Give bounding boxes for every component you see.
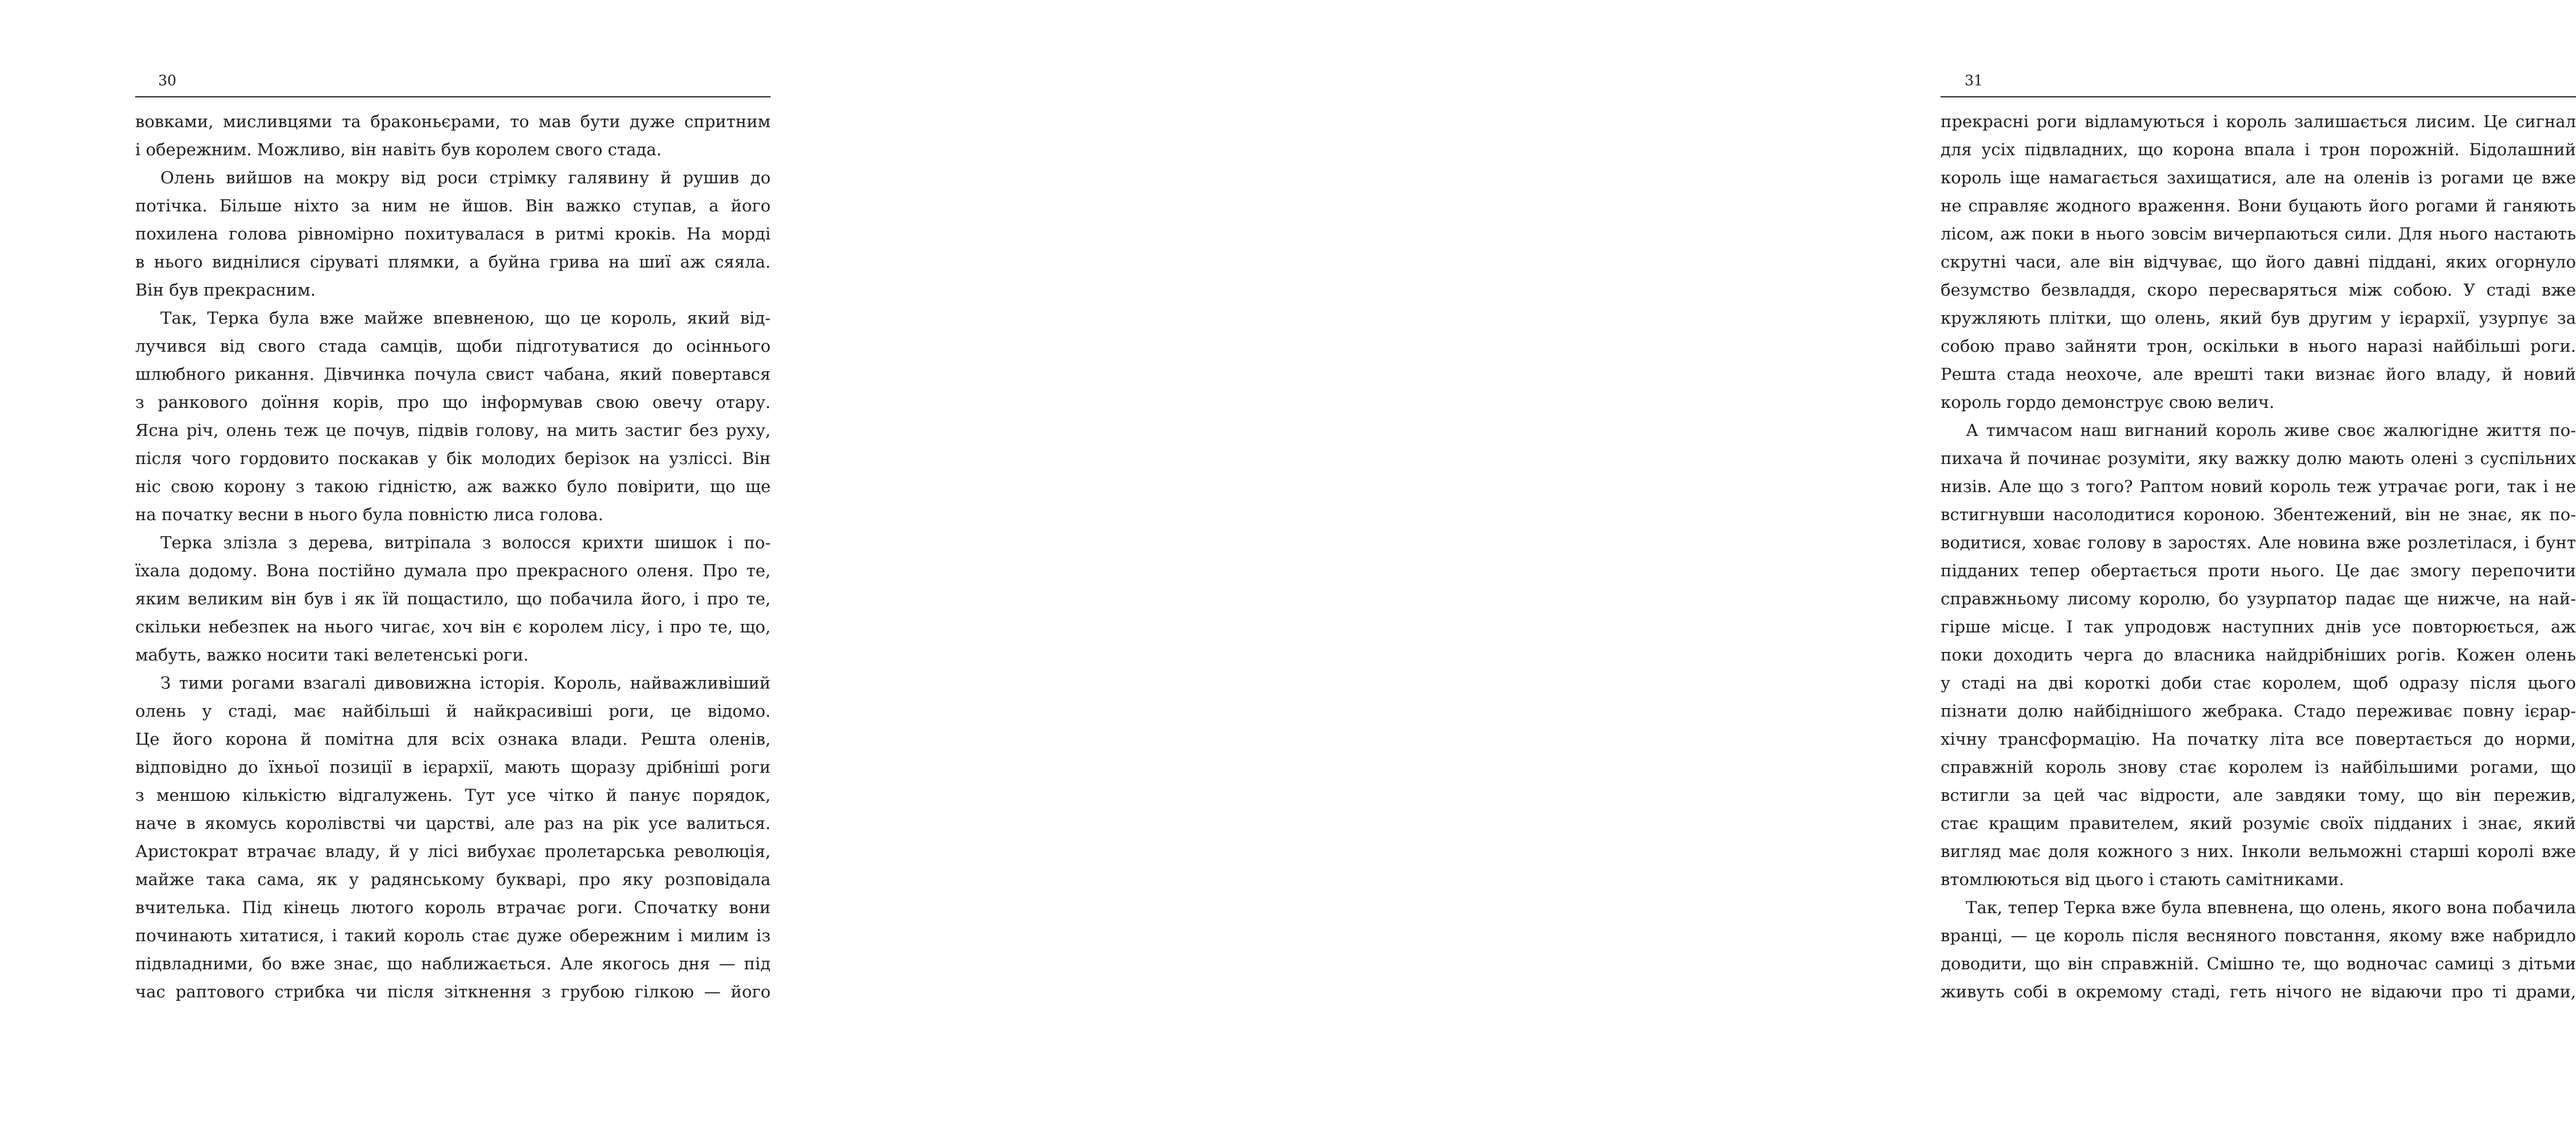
text-line: лісом, аж поки в нього зовсім вичерпаються сили. Для нього настають [1941,224,2576,243]
text-line: олень у стаді, має найбільші й найкрасивіші роги, це відомо. [135,701,771,721]
text-line: пихача й починає розуміти, яку важку долю мають олені з суспільних [1941,449,2576,468]
page-number: 31 [1965,72,1983,89]
text-line: гірше місце. І так упродовж наступних днів усе повторюється, аж [1941,617,2576,636]
text-line: шлюбного рикання. Дівчинка почула свист чабана, який повертався [135,364,771,384]
text-line: Олень вийшов на мокру від роси стрімку галявину й рушив до [160,168,771,187]
text-line: Так, тепер Терка вже була впевнена, що олень, якого вона побачила [1966,898,2576,917]
text-line: король гордо демонструє свою велич. [1941,392,2275,412]
text-line: відповідно до їхньої позиції в ієрархії, мають щоразу дрібніші роги [135,757,771,777]
text-line: живуть собі в окремому стаді, геть нічого не відаючи про ті драми, [1941,982,2576,1001]
text-line: З тими рогами взагалі дивовижна історія. Король, найважливіший [160,673,771,693]
text-line: з меншою кількістю відгалужень. Тут усе чітко й панує порядок, [135,785,771,805]
text-line: Аристократ втрачає владу, й у лісі вибухає пролетарська революція, [135,842,771,861]
text-line: з ранкового доїння корів, про що інформував свою овечу отару. [135,392,771,412]
text-line: втомлюються від цього і стають самітниками. [1941,870,2345,889]
text-line: справжній король знову стає королем із найбільшими рогами, що [1941,757,2576,777]
text-line: похилена голова рівномірно похитувалася в ритмі кроків. На морді [135,224,771,243]
header-rule [1941,96,2576,97]
text-line: стає кращим правителем, який розуміє своїх підданих і знає, який [1941,813,2576,833]
body-text [135,108,771,1006]
text-line: Решта стада неохоче, але врешті таки визнає його владу, й новий [1941,364,2576,384]
text-line: водитися, ховає голову в заростях. Але новина вже розлетілася, і бунт [1941,533,2576,552]
text-line: у стаді на дві короткі доби стає королем, щоб одразу після цього [1941,673,2576,693]
text-line: їхала додому. Вона постійно думала про прекрасного оленя. Про те, [135,561,771,580]
text-line: справжньому лисому королю, бо узурпатор падає ще нижче, на най- [1941,589,2576,608]
text-line: для усіх підвладних, що корона впала і трон порожній. Бідолашний [1941,140,2576,159]
text-line: після чого гордовито поскакав у бік молодих берізок на узліссі. Він [135,449,771,468]
text-line: і обережним. Можливо, він навіть був королем свого стада. [135,140,662,159]
text-line: на початку весни в нього була повністю лиса голова. [135,505,603,524]
text-line: поки доходить черга до власника найдрібніших рогів. Кожен олень [1941,645,2576,665]
text-line: король іще намагається захищатися, але на оленів із рогами це вже [1941,168,2576,187]
text-line: в нього виднілися сіруваті плямки, а буйна грива на шиї аж сяяла. [135,252,771,272]
page-number: 30 [158,72,176,89]
text-line: лучився від свого стада самців, щоби підготуватися до осіннього [135,336,771,356]
text-line: Терка злізла з дерева, витріпала з волосся крихти шишок і по- [160,533,771,552]
text-line: наче в якомусь королівстві чи царстві, але раз на рік усе валиться. [135,813,771,833]
text-line: вигляд має доля кожного з них. Інколи вельможні старші королі вже [1941,842,2576,861]
right-page [902,0,2576,1128]
text-line: не справляє жодного враження. Вони буцають його рогами й ганяють [1941,196,2576,215]
text-line: вчителька. Під кінець лютого король втрачає роги. Спочатку вони [135,898,771,917]
header-rule [135,96,771,97]
text-line: хічну трансформацію. На початку літа все повертається до норми, [1941,729,2576,749]
text-line: кружляють плітки, що олень, який був другим у ієрархії, узурпує за [1941,308,2576,328]
text-line: час раптового стрибка чи після зіткнення з грубою гілкою — його [135,982,771,1001]
text-line: вранці, — це король після весняного повстання, якому вже набридло [1941,926,2576,945]
text-line: низів. Але що з того? Раптом новий король теж утрачає роги, так і не [1941,477,2576,496]
text-line: Він був прекрасним. [135,280,316,300]
text-line: потічка. Більше ніхто за ним не йшов. Він важко ступав, а його [135,196,771,215]
text-line: починають хитатися, і такий король стає дуже обережним і милим із [135,926,771,945]
text-line: Ясна річ, олень теж це почув, підвів голову, на мить застиг без руху, [135,420,771,440]
text-line: доводити, що він справжній. Смішно те, що водночас самиці з дітьми [1941,954,2576,973]
text-line: скрутні часи, але він відчуває, що його давні піддані, яких огорнуло [1941,252,2576,272]
text-line: безумство безвладдя, скоро пересваряться між собою. У стаді вже [1941,280,2576,300]
text-line: майже така сама, як у радянському букварі, про яку розповідала [135,870,771,889]
text-line: встигнувши насолодитися короною. Збентежений, він не знає, як по- [1941,505,2576,524]
text-line: собою право зайняти трон, оскільки в нього наразі найбільші роги. [1941,336,2576,356]
text-line: підданих тепер обертається проти нього. Це дає змогу перепочити [1941,561,2576,580]
body-text [1941,108,2576,1006]
text-line: встигли за цей час відрости, але завдяки тому, що він пережив, [1941,785,2576,805]
text-line: вовками, мисливцями та браконьєрами, то мав бути дуже спритним [135,112,771,131]
text-line: мабуть, важко носити такі велетенські роги. [135,645,529,665]
text-line: пізнати долю найбіднішого жебрака. Стадо переживає повну ієрар- [1941,701,2576,721]
text-line: яким великим він був і як їй пощастило, що побачила його, і про те, [135,589,771,608]
left-page [0,0,902,1128]
text-line: скільки небезпек на нього чигає, хоч він є королем лісу, і про те, що, [135,617,771,636]
text-line: Так, Терка була вже майже впевненою, що це король, який від- [160,308,771,328]
text-line: підвладними, бо вже знає, що наближається. Але якогось дня — під [135,954,771,973]
text-line: ніс свою корону з такою гідністю, аж важко було повірити, що ще [135,477,771,496]
text-line: А тимчасом наш вигнаний король живе своє жалюгідне життя по- [1966,420,2576,440]
text-line: прекрасні роги відламуються і король залишається лисим. Це сигнал [1941,112,2576,131]
text-line: Це його корона й помітна для всіх ознака влади. Решта оленів, [135,729,771,749]
